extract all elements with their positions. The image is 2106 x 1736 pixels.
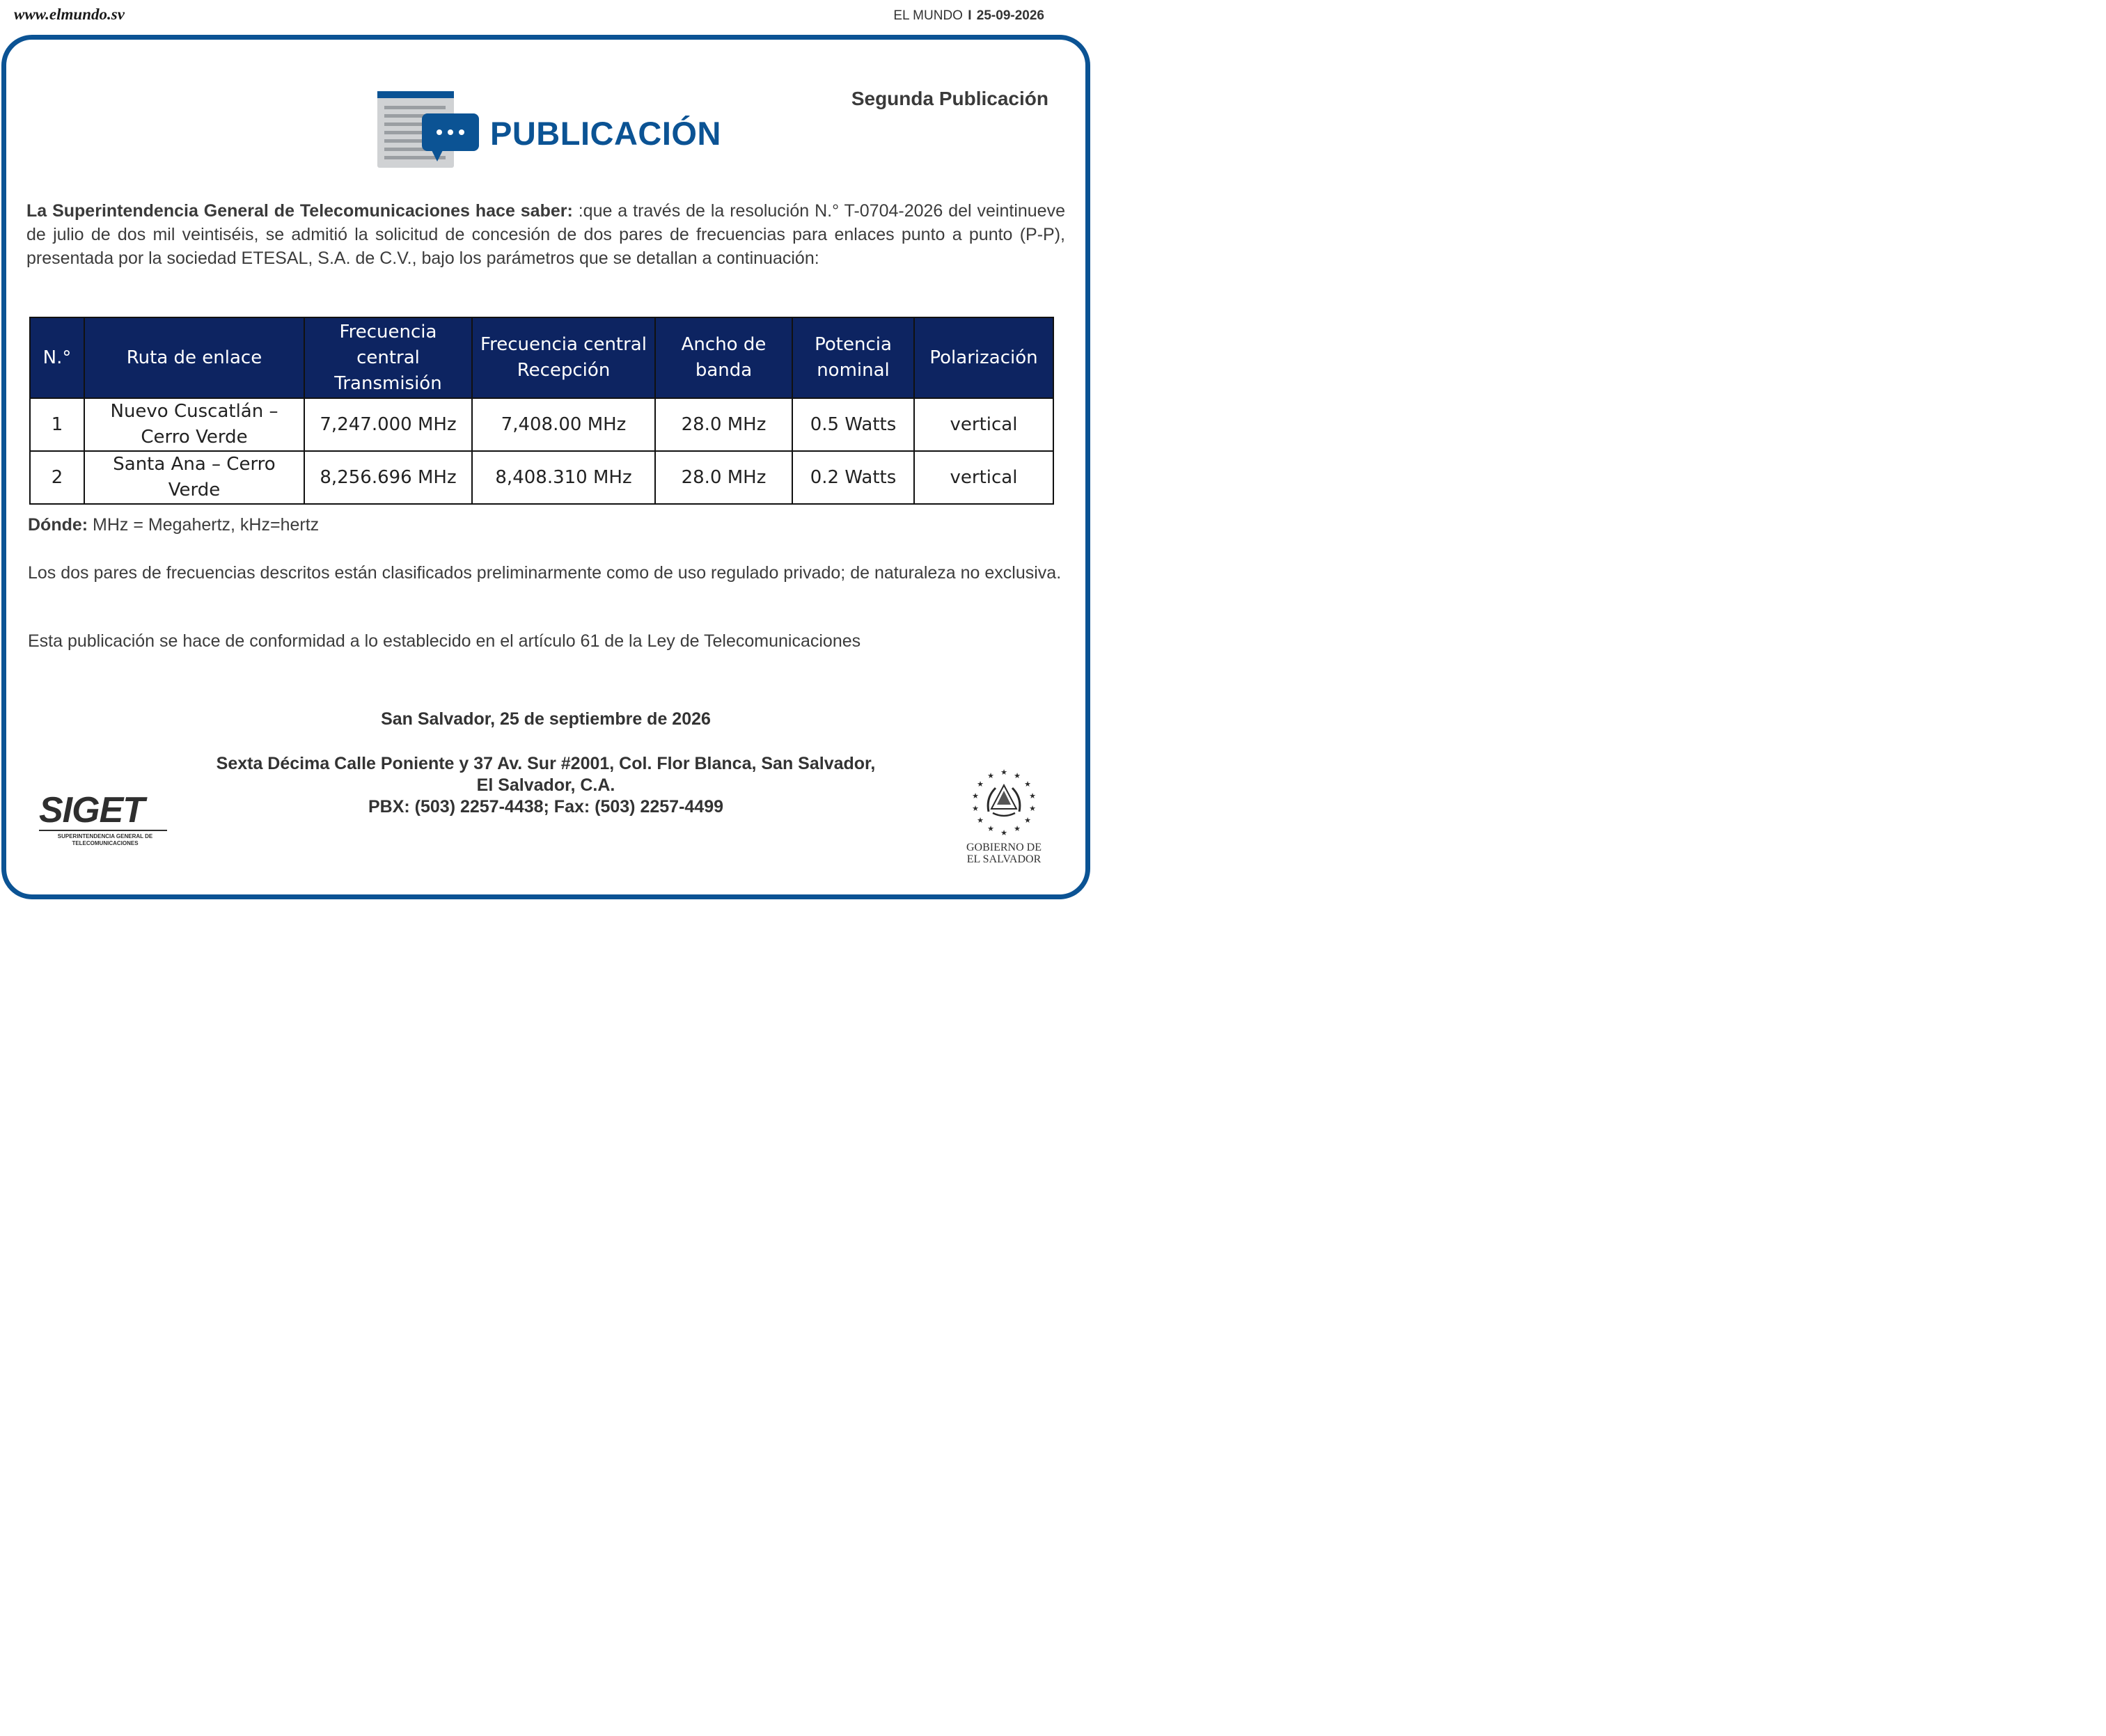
- phone-line: PBX: (503) 2257-4438; Fax: (503) 2257-4499: [368, 797, 724, 816]
- publication-number: Segunda Publicación: [851, 88, 1048, 109]
- svg-text:★: ★: [987, 824, 994, 833]
- svg-text:★: ★: [972, 804, 979, 813]
- svg-text:★: ★: [1024, 780, 1031, 789]
- edition-date: 25-09-2026: [976, 8, 1044, 23]
- government-logo-line: EL SALVADOR: [966, 853, 1042, 865]
- svg-text:★: ★: [1029, 791, 1036, 800]
- table-row: [30, 398, 1053, 451]
- cell-polarization: vertical: [914, 398, 1053, 451]
- siget-subtitle-line: SUPERINTENDENCIA GENERAL DE: [57, 833, 153, 839]
- header-bandwidth: Ancho de banda: [655, 317, 792, 398]
- intro-lead: La Superintendencia General de Telecomunicaciones hace saber:: [26, 201, 573, 221]
- svg-text:★: ★: [972, 791, 979, 800]
- siget-logo: [39, 792, 171, 847]
- units-note: [28, 515, 319, 535]
- document-chat-icon: [376, 90, 487, 171]
- address-line: El Salvador, C.A.: [476, 775, 615, 795]
- site-url: www.elmundo.sv: [14, 6, 125, 23]
- classification-paragraph: Los dos pares de frecuencias descritos están clasificados preliminarmente como de uso regulado privado; de naturaleza no exclusiva.: [28, 563, 1062, 583]
- cell-number: 1: [30, 398, 84, 451]
- header-rx-frequency: Frecuencia central Recepción: [472, 317, 655, 398]
- government-logo-text: [958, 842, 1050, 865]
- coat-of-arms-icon: [958, 767, 1050, 838]
- intro-paragraph: [26, 199, 1065, 270]
- publication-header: [376, 90, 724, 171]
- cell-rx-frequency: 8,408.310 MHz: [472, 451, 655, 504]
- svg-text:★: ★: [1000, 828, 1007, 837]
- edition-info: [893, 8, 1044, 24]
- siget-subtitle-line: TELECOMUNICACIONES: [72, 840, 139, 846]
- cell-rx-frequency: 7,408.00 MHz: [472, 398, 655, 451]
- government-logo-line: GOBIERNO DE: [966, 842, 1042, 853]
- svg-text:★: ★: [987, 771, 994, 780]
- cell-route: Nuevo Cuscatlán – Cerro Verde: [84, 398, 304, 451]
- header-route: Ruta de enlace: [84, 317, 304, 398]
- cell-bandwidth: 28.0 MHz: [655, 451, 792, 504]
- svg-text:★: ★: [1014, 771, 1021, 780]
- header-polarization: Polarización: [914, 317, 1053, 398]
- government-logo: [958, 767, 1050, 865]
- cell-bandwidth: 28.0 MHz: [655, 398, 792, 451]
- cell-polarization: vertical: [914, 451, 1053, 504]
- top-bar: [0, 0, 1092, 33]
- legal-basis-paragraph: Esta publicación se hace de conformidad a lo establecido en el artículo 61 de la Ley de Telecomunicaciones: [28, 631, 861, 651]
- siget-logo-subtitle: [39, 833, 171, 847]
- publication-title: PUBLICACIÓN: [490, 115, 721, 152]
- address-line: Sexta Décima Calle Poniente y 37 Av. Sur #2001, Col. Flor Blanca, San Salvador,: [216, 754, 876, 773]
- edition-name: EL MUNDO: [893, 8, 963, 23]
- intro-text: :que a través de la resolución N.° T-0704-2026 del veintinueve de julio de dos mil veintiséis, se admitió la solicitud de concesión de dos pares de frecuencias para enlaces punto a punto (P-P), presentada por la sociedad ETESAL, S.A. de C.V., bajo los parámetros que se detallan a continuación:: [26, 201, 1065, 268]
- table-header-row: [30, 317, 1053, 398]
- edition-separator: I: [968, 8, 972, 23]
- siget-logo-name: SIGET: [39, 790, 145, 830]
- svg-text:★: ★: [977, 780, 984, 789]
- svg-text:★: ★: [977, 816, 984, 825]
- svg-text:★: ★: [1000, 768, 1007, 777]
- header-number: N.°: [30, 317, 84, 398]
- header-power: Potencia nominal: [792, 317, 914, 398]
- cell-tx-frequency: 8,256.696 MHz: [304, 451, 472, 504]
- units-note-text: MHz = Megahertz, kHz=hertz: [88, 515, 320, 535]
- svg-text:★: ★: [1024, 816, 1031, 825]
- cell-power: 0.2 Watts: [792, 451, 914, 504]
- cell-tx-frequency: 7,247.000 MHz: [304, 398, 472, 451]
- units-note-label: Dónde:: [28, 515, 88, 535]
- frequency-table: [29, 317, 1054, 505]
- header-tx-frequency: Frecuencia central Transmisión: [304, 317, 472, 398]
- cell-route: Santa Ana – Cerro Verde: [84, 451, 304, 504]
- city-date: San Salvador, 25 de septiembre de 2026: [381, 709, 711, 729]
- table-row: [30, 451, 1053, 504]
- address-block: [198, 753, 894, 818]
- cell-power: 0.5 Watts: [792, 398, 914, 451]
- svg-text:★: ★: [1014, 824, 1021, 833]
- svg-text:★: ★: [1029, 804, 1036, 813]
- cell-number: 2: [30, 451, 84, 504]
